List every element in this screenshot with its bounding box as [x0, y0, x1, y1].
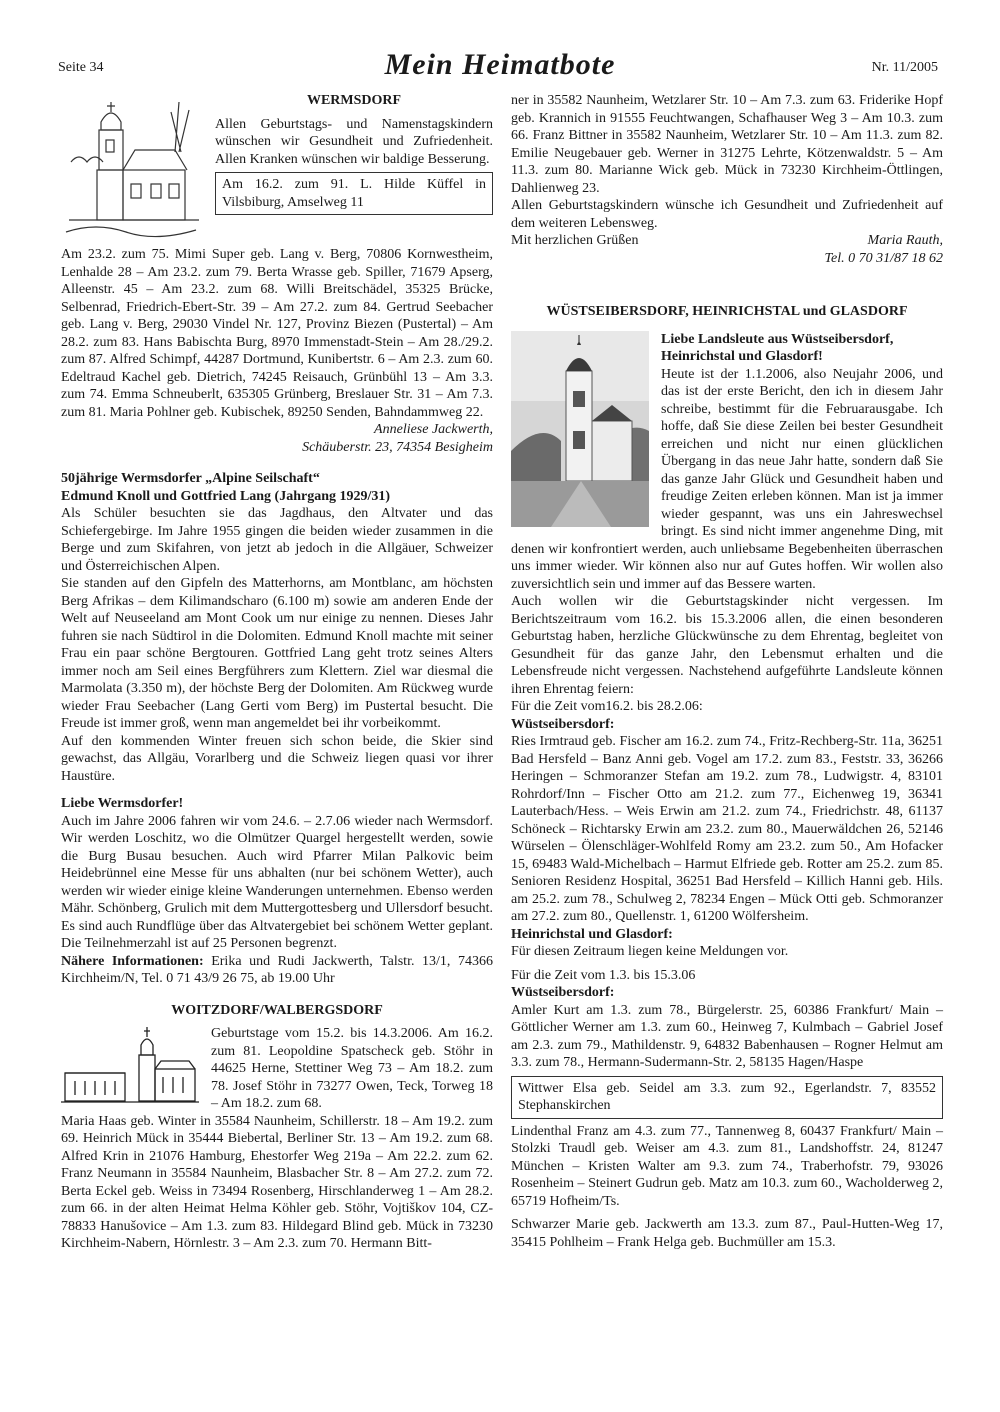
right-column — [511, 92, 943, 1251]
wermsdorf-birthdays: Am 23.2. zum 75. Mimi Super geb. Lang v. Berg, 70806 Kornwestheim, Lenhalde 28 – Am 23.2. zum 79. Berta Wrasse geb. Spiller, 71679 Apserg, Alleenstr. 45 – Am 23.2. zum 68. Willi Breitschädel, 35325 Brücke, Selbenrad, Friedrich-Ebert-Str. 39 – Am 27.2. zum 84. Gertrud Seebacher geb. Lang v. Berg, 29030 Vindel Nr. 127, Provinz Biezen (Pustertal) – Am 28.2. zum 83. Hans Babischta Burg, 8970 Immenstadt-Stein – Am 28./29.2. zum 87. Alfred Schimpf, 44287 Dortmund, Kunibertstr. 6 – Am 2.3. zum 60. Edeltraud Kachel geb. Dietrich, 74245 Reisauch, Grünbühl 13 – Am 3.3. zum 74. Emma Schneuberlt, 635305 Grünberg, Breslauer Str. 31 – Am 7.3. zum 81. Maria Pohlner geb. Kubischek, 89250 Senden, Bahndammweg 22. — [61, 247, 493, 420]
village-subheading: Heinrichstal und Glasdorf: — [511, 926, 673, 942]
birthday-list: Schwarzer Marie geb. Jackwerth am 13.3. zum 87., Paul-Hutten-Weg 17, 35415 Pohlheim – Frank Helga geb. Buchmüller am 15.3. — [511, 1217, 943, 1250]
seilschaft-subtitle: Edmund Knoll und Gottfried Lang (Jahrgang 1929/31) — [61, 488, 391, 504]
period-label: Für die Zeit vom16.2. bis 28.2.06: — [511, 699, 703, 714]
wuestseibersdorf-paragraph: Heute ist der 1.1.2006, also Neujahr 2006, und das ist der erste Bericht, den ich in diesem Jahr schreibe, bestimmt für die Februarausgabe. Ich hoffe, daß Sie diese Zeilen bei bester Gesundheit erreichen und nicht nur einen glücklichen Übergang in das neue Jahr hatte, sondern daß Sie das ganze Jahr Glück und Gesundheit haben und freudige Zeiten erleben können. Man ist ja immer wieder gespannt, was uns ein Jahreswechsel bringt. Es sind nicht immer angenehme Ding, mit denen wir konfrontiert werden, auch unliebsame Begebenheiten überraschen uns immer wieder. Wir können also nur auf Gutes hoffen. Wir wollen also zuversichtlich sein und immer auf das Bessere warten. — [511, 366, 943, 592]
wermsdorf-intro: Allen Geburtstags- und Namenstagskindern wünschen wir Gesundheit und Zufriedenheit. Allen Kranken wünschen wir baldige Besserung. — [215, 116, 493, 167]
liebe-wermsdorfer-paragraph: Auch im Jahre 2006 fahren wir vom 24.6. – 2.7.06 wieder nach Wermsdorf. Wir werden Loschitz, wo die Olmützer Quargel hergestellt werden, sowie die Burg Busau besuchen. Auch wird Pfarrer Milan Palkovic beim Heidebrünnel eine Messe für uns abhalten (nur bei schönem Wetter), auch werden wir wieder einige kleine Wanderungen unternehmen. Ebenso werden Mähr. Schönberg, Grulich mit dem Muttergottesberg und Ullersdorf besucht. Es sind auch Rundflüge über das Altvatergebiet bei schönem Wetter geplant. Die Teilnehmerzahl ist auf 25 Personen begrenzt. — [61, 813, 493, 951]
no-reports: Für diesen Zeitraum liegen keine Meldungen vor. — [511, 944, 789, 959]
seilschaft-paragraph: Auf den kommenden Winter freuen sich schon beide, die Skier sind gewachst, das Allgäu, Vorarlberg und die Schweiz liegen quasi vor ihrer Haustüre. — [61, 733, 493, 784]
newsletter-title: Mein Heimatbote — [384, 48, 616, 81]
birthday-list: Ries Irmtraud geb. Fischer am 16.2. zum 74., Fritz-Rechberg-Str. 11a, 36251 Bad Hersfeld – Banz Anni geb. Vogel am 17.2. zum 83., Feststr. 33, 36266 Heringen – Schmoranzer Stefan am 19.2. zum 78., Ludwigstr. 4, 83101 Rohrdorf/Inn – Fischer Otto am 21.2. zum 77., Eichenweg 19, 36341 Lauterbach/Hess. – Weis Erwin am 21.2. zum 74., Friedrichstr. 48, 61137 Schöneck – Richtarsky Erwin am 23.2. zum 80., Mauerwäldchen 26, 52146 Würselen – Ölenschläger-Wohlfeld Romy am 23.2. zum 50., Am Hofacker 15, 69483 Wald-Michelbach – Harmut Elfriede geb. Rotter am 25.2. zum 85. Senioren Residenz Hospital, 36251 Bad Hersfeld – Killich Hanni geb. Hils. am 25.2. zum 78., Schulweg 2, 78234 Engen – Mück Otti geb. Schmoranzer am 27.2. zum 80., Quellenstr. 1, 61200 Wölfersheim. — [511, 734, 943, 924]
seilschaft-paragraph: Als Schüler besuchten sie das Jagdhaus, den Altvater und das Schiefergebirge. Im Jahre 1955 gingen die beiden wieder zusammen in die Berge und zum Skifahren, von jetzt ab jedoch in die Allgäuer, Schweizer und Österreichischen Alpen. — [61, 506, 493, 574]
rauth-phone: Tel. 0 70 31/87 18 62 — [824, 250, 943, 266]
village-subheading: Wüstseibersdorf: — [511, 716, 615, 732]
birthday-list: Lindenthal Franz am 4.3. zum 77., Tannenweg 8, 60437 Frankfurt/ Main – Stolzki Traudl geb. Weiser am 4.3. zum 81., Landshoffstr. 24, 81247 München – Kristen Walter am 9.3. zum 74., Traberhofstr. 79, 93026 Rosenheim – Steinert Gudrun geb. Matz am 10.3. zum 60., Wacholderweg 2, 65719 Hofheim/Ts. — [511, 1123, 943, 1209]
highlight-box: Wittwer Elsa geb. Seidel am 3.3. zum 92., Egerlandstr. 7, 83552 Stephanskirchen — [511, 1076, 943, 1119]
left-column — [61, 92, 493, 1253]
page-number: Seite 34 — [58, 60, 104, 75]
liebe-wermsdorfer-title: Liebe Wermsdorfer! — [61, 796, 184, 811]
seilschaft-paragraph: Sie standen auf den Gipfeln des Matterhorns, am Montblanc, am höchsten Berg Afrikas – dem Kilimandscharo (6.100 m) sowie am anderen Ende der Welt auf Neuseeland am Mont Cook um nur einige zu nennen. Dieses Jahr fuhren sie nach Südtirol in die Dolomiten. Edmund Knoll machte mit seiner Frau ein paar schöne Bergtouren. Gottfried Lang geht trotz seines Alters immer noch am Seil eines Bergführers zum Klettern. Ziel war diesmal die Marmolata (3.350 m), der höchste Berg der Dolomiten. Am Rückweg wurde wieder Frau Seebacher (Lang Gerti vom Berg) im Pustertal besucht. Die Freude ist immer groß, wenn man angemeldet bei ihr vorbeikommt. — [61, 576, 493, 731]
wermsdorf-signature-name: Anneliese Jackwerth, — [374, 422, 493, 437]
wuestseibersdorf-paragraph: Auch wollen wir die Geburtstagskinder nicht vergessen. Im Berichtszeitraum vom 16.2. bis 15.3.2006 allen, die einen besonderen Geburtstag haben, herzliche Glückwünsche zu dem Ehrentag, begleitet von Gesundheit für das ganze Jahr, den Lebensmut erhalten und die Lebensfreude nicht vergessen. Nachstehend aufgeführte Landsleute können ihren Ehrentag feiern: — [511, 594, 943, 697]
birthday-wish: Allen Geburtstagskindern wünsche ich Gesundheit und Zufriedenheit auf dem weiteren Lebensweg. — [511, 198, 943, 231]
wermsdorf-signature-address: Schäuberstr. 23, 74354 Besigheim — [302, 439, 493, 455]
period-label: Für die Zeit vom 1.3. bis 15.3.06 — [511, 967, 696, 983]
church-sketch-illustration — [61, 92, 203, 242]
village-church-illustration — [61, 1025, 199, 1105]
birthday-list: Amler Kurt am 1.3. zum 78., Bürgelerstr. 25, 60386 Frankfurt/ Main – Göttlicher Werner am 1.3. zum 60., Heinweg 7, Kulmbach – Gabriel Josef am 2.3. zum 79., Mathildenstr. 9, 64832 Babenhausen – Rogner Helmut am 3.3. zum 78., Hermann-Sudermann-Str. 2, 58135 Hagen/Haspe — [511, 1002, 943, 1070]
woitzdorf-continuation: ner in 35582 Naunheim, Wetzlarer Str. 10 – Am 7.3. zum 63. Friderike Hopf geb. Krannich in 91555 Feuchtwangen, Schafhauser Weg 3 – Am 10.3. zum 66. Franz Bittner in 35582 Naunheim, Wetzlarer Str. 10 – Am 11.3. zum 82. Emilie Neugebauer geb. Werner in 31275 Lehrte, Kötzenwaldstr. 5 – Am 11.3. zum 80. Marianne Wick geb. Mück in 73230 Kirchheim-Öttlingen, Dahlienweg 23. — [511, 93, 943, 196]
wuestseibersdorf-heading: WÜSTSEIBERSDORF, HEINRICHSTAL und GLASDORF — [546, 304, 908, 319]
wermsdorf-highlight-box: Am 16.2. zum 91. L. Hilde Küffel in Vilsbiburg, Amselweg 11 — [215, 172, 493, 215]
wermsdorf-heading: WERMSDORF — [306, 93, 402, 108]
woitzdorf-heading: WOITZDORF/WALBERGSDORF — [171, 1002, 383, 1018]
woitzdorf-intro: Geburtstage vom 15.2. bis 14.3.2006. Am 16.2. zum 81. Leopoldine Spatscheck geb. Stöhr in 44625 Herne, Stettiner Weg 73 – Am 18.2. zum 78. Josef Stöhr in 73277 Owen, Teck, Torweg 18 – Am 18.2. zum 68. — [211, 1026, 493, 1111]
wermsdorf-section — [61, 92, 493, 456]
greeting-row: Mit herzlichen Grüßen Maria Rauth, — [511, 233, 943, 248]
woitzdorf-birthdays: Maria Haas geb. Winter in 35584 Naunheim, Schillerstr. 18 – Am 19.2. zum 69. Heinrich Mück in 35444 Biebertal, Berliner Str. 13 – Am 19.2. zum 68. Alfred Krin in 21076 Hamburg, Ehestorfer Weg 219a – Am 22.2. zum 62. Franz Neumann in 35584 Naunheim, Blasbacher Str. 8 – Am 27.2. zum 72. Berta Eckel geb. Weiss in 73494 Rosenberg, Hirschlanderweg 1 – Am 28.2. zum 66. in der alten Heimat Helma Köhler geb. Stöhr, Vojtiškov 104, CZ-78833 Hanušovice – Am 1.3. zum 83. Hildegard Blind geb. Mück in 73230 Kirchheim-Nabern, Hörnlestr. 3 – Am 2.3. zum 70. Hermann Bitt- — [61, 1113, 493, 1251]
seilschaft-title: 50jährige Wermsdorfer „Alpine Seilschaft“ — [61, 471, 320, 486]
info-contact: Nähere Informationen: Erika und Rudi Jackwerth, Talstr. 13/1, 74366 Kirchheim/N, Tel. 0 71 43/9 26 75, ab 19.00 Uhr — [61, 953, 494, 986]
issue-number: Nr. 11/2005 — [871, 60, 938, 75]
church-photo — [511, 331, 649, 527]
village-subheading: Wüstseibersdorf: — [511, 985, 615, 1000]
wuestseibersdorf-greeting: Liebe Landsleute aus Wüstseibersdorf, Heinrichstal und Glasdorf! — [661, 331, 894, 364]
